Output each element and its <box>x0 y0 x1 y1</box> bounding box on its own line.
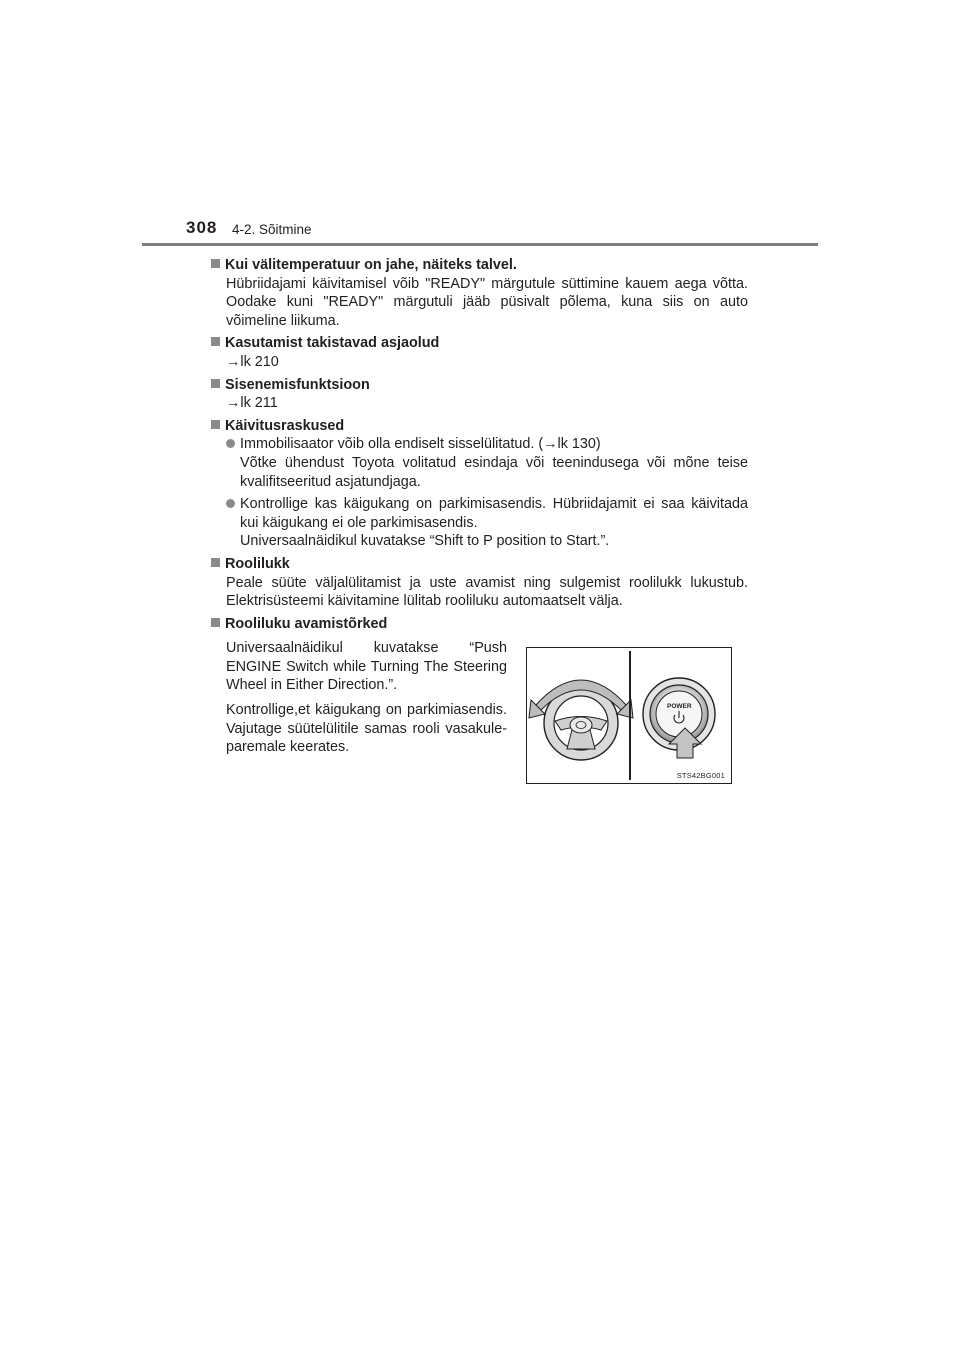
reference-text: lk 130) <box>557 436 601 453</box>
square-bullet-icon <box>211 420 220 429</box>
item-body: Kontrollige,et käigukang on parkimiasendis. Vajutage süütelülitile samas rooli vasakule-paremale keerates. <box>226 702 507 756</box>
item-heading: Kasutamist takistavad asjaolud <box>225 335 440 352</box>
item-starting-problems <box>211 417 748 551</box>
reference-text: lk 210 <box>240 353 279 370</box>
item-steering-lock <box>211 555 748 611</box>
bullet-item <box>211 495 748 551</box>
item-body: Universaalnäidikul kuvatakse “Push ENGINE Switch while Turning The Steering Wheel in Either Direction.”. <box>226 640 507 694</box>
reference-text: lk 211 <box>240 395 278 412</box>
bullet-text: Immobilisaator võib olla endiselt sisselülitatud. ( <box>240 436 544 453</box>
square-bullet-icon <box>211 618 220 627</box>
square-bullet-icon <box>211 259 220 268</box>
item-heading: Sisenemisfunktsioon <box>225 376 370 393</box>
illustration-drawing <box>527 648 733 785</box>
bullet-text: Võtke ühendust Toyota volitatud esindaja või teenindusega või mõne teise kvalifitseeritud asjatundjaga. <box>240 454 748 490</box>
item-heading: Kui välitemperatuur on jahe, näiteks talvel. <box>225 257 517 273</box>
figure-code: STS42BG001 <box>676 771 725 780</box>
bullet-text: Universaalnäidikul kuvatakse “Shift to P position to Start.”. <box>240 533 610 550</box>
item-heading: Rooliluku avamistõrked <box>225 615 388 632</box>
item-obstacles <box>211 334 748 371</box>
round-bullet-icon <box>226 499 235 508</box>
section-title: 4-2. Sõitmine <box>232 222 312 237</box>
steering-power-illustration <box>526 647 732 784</box>
arrow-icon: → <box>543 436 558 453</box>
item-body: Peale süüte väljalülitamist ja uste avamist ning sulgemist roolilukk lukustub. Elektrisüsteemi käivitamine lülitab rooliluku automaatselt välja. <box>226 574 748 610</box>
square-bullet-icon <box>211 379 220 388</box>
round-bullet-icon <box>226 439 235 448</box>
item-entry-function <box>211 376 748 413</box>
page-reference <box>211 353 748 372</box>
item-cold-weather <box>211 256 748 330</box>
arrow-icon: → <box>226 395 241 412</box>
header-divider <box>142 243 818 246</box>
page-number: 308 <box>186 218 218 237</box>
bullet-text: Kontrollige kas käigukang on parkimisasendis. Hübriidajamit ei saa käivitada kui käigukang ei ole parkimisasendis. <box>240 496 748 531</box>
item-heading: Roolilukk <box>225 555 290 572</box>
square-bullet-icon <box>211 558 220 567</box>
item-heading: Käivitusraskused <box>225 417 345 434</box>
bullet-item <box>211 435 748 491</box>
power-label: POWER <box>667 703 692 710</box>
arrow-icon: → <box>226 353 241 370</box>
page-reference <box>211 394 748 413</box>
item-body: Hübriidajami käivitamisel võib "READY" märgutule süttimine kauem aega võtta. Oodake kuni "READY" märgutuli jääb püsivalt põlema, kuna siis on auto võimeline liikuma. <box>226 275 748 329</box>
square-bullet-icon <box>211 337 220 346</box>
